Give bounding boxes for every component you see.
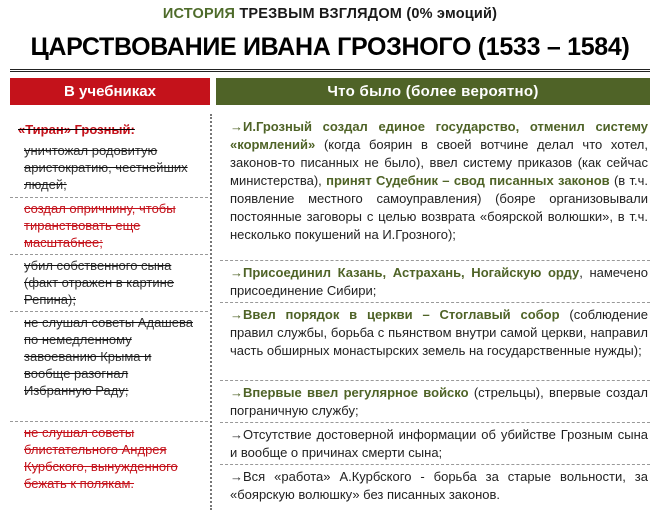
arrow-right-icon: → [230, 265, 243, 280]
tagline-sober: ТРЕЗВЫМ ВЗГЛЯДОМ [235, 6, 403, 22]
divider [220, 260, 650, 261]
divider [220, 464, 650, 465]
textbook-claim: уничтожал родовитую аристократию, честнейших людей; [24, 143, 188, 192]
divider [220, 422, 650, 423]
divider [220, 302, 650, 303]
textbook-claim: не слушал советы Адашева по немедленному завоеванию Крыма и вообще разогнал Избранную Раду; [24, 315, 193, 398]
reality-item: →Впервые ввел регулярное войско (стрельцы), впервые создал пограничную службу; [230, 385, 648, 418]
arrow-right-icon: → [230, 119, 243, 134]
reality-item: →Отсутствие достоверной информации об убийстве Грозным сына и вообще о причинах смерти сына; [230, 427, 648, 460]
arrow-right-icon: → [230, 469, 243, 484]
divider [10, 311, 208, 312]
tyrant-heading: «Тиран» Грозный: [18, 122, 135, 137]
textbook-column [10, 114, 212, 510]
header-textbooks: В учебниках [10, 78, 210, 105]
textbook-claim: убил собственного сына (факт отражен в картине Репина); [24, 258, 175, 307]
title-divider [10, 69, 650, 72]
divider [10, 421, 208, 422]
reality-item: →Вся «работа» А.Курбского - борьба за старые вольности, за «боярскую волюшку» без писанных законов. [230, 469, 648, 502]
textbook-claim: создал опричнину, чтобы тиранствовать еще масштабнее; [24, 201, 176, 250]
divider [220, 380, 650, 381]
tagline-emotions: (0% эмоций) [402, 6, 498, 22]
divider [10, 254, 208, 255]
arrow-right-icon: → [230, 385, 243, 400]
header-what-happened: Что было (более вероятно) [216, 78, 650, 105]
reality-item: →Присоединил Казань, Астрахань, Ногайскую орду, намечено присоединение Сибири; [230, 265, 648, 298]
arrow-right-icon: → [230, 427, 243, 442]
page-title: ЦАРСТВОВАНИЕ ИВАНА ГРОЗНОГО (1533 – 1584) [30, 33, 630, 61]
reality-item: →Ввел порядок в церкви – Стоглавый собор (соблюдение правил службы, борьба с пьянством внутри самой церкви, направил часть обширных монастырских земель на государственные нужды); [230, 307, 648, 358]
tagline [0, 6, 660, 22]
arrow-right-icon: → [230, 307, 243, 322]
tagline-history: ИСТОРИЯ [162, 6, 236, 22]
reality-item: →И.Грозный создал единое государство, отменил систему «кормлений» (когда боярин в своей вотчине делал что хотел, законов-то писанных не было), ввел систему приказов (как сейчас министерства), принят Судебник – свод писанных законов (в т.ч. появление местного самоуправления) (бояре организовывали постоянные заговоры с целью возврата «боярской волюшки», в т.ч. несколько покушений на И.Грозного); [230, 119, 649, 242]
textbook-claim: не слушал советы блистательного Андрея Курбского, вынужденного бежать к полякам. [24, 425, 178, 491]
divider [10, 197, 208, 198]
